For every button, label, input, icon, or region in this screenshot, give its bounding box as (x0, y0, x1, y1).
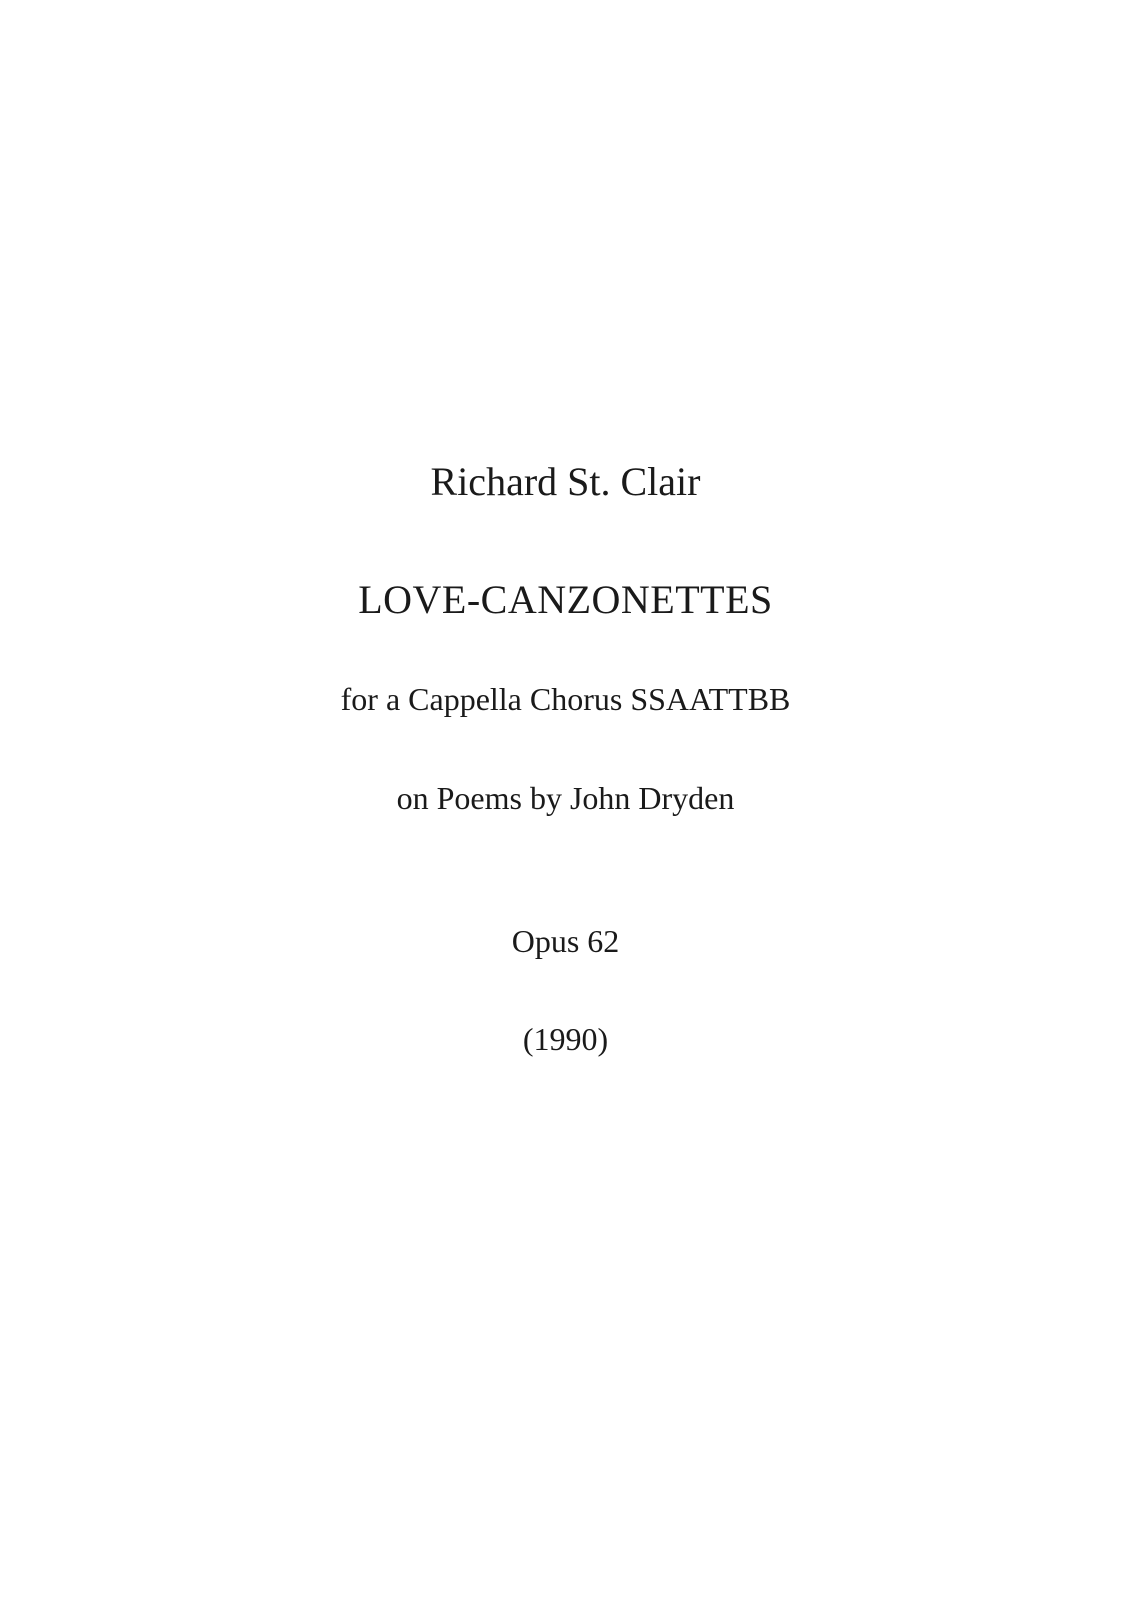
text-source-line: on Poems by John Dryden (396, 780, 735, 816)
composition-year: (1990) (522, 1021, 609, 1057)
work-title: LOVE-CANZONETTES (358, 577, 773, 622)
opus-number: Opus 62 (511, 923, 620, 959)
composer-name: Richard St. Clair (430, 459, 701, 504)
scoring-line: for a Cappella Chorus SSAATTBB (340, 681, 791, 717)
